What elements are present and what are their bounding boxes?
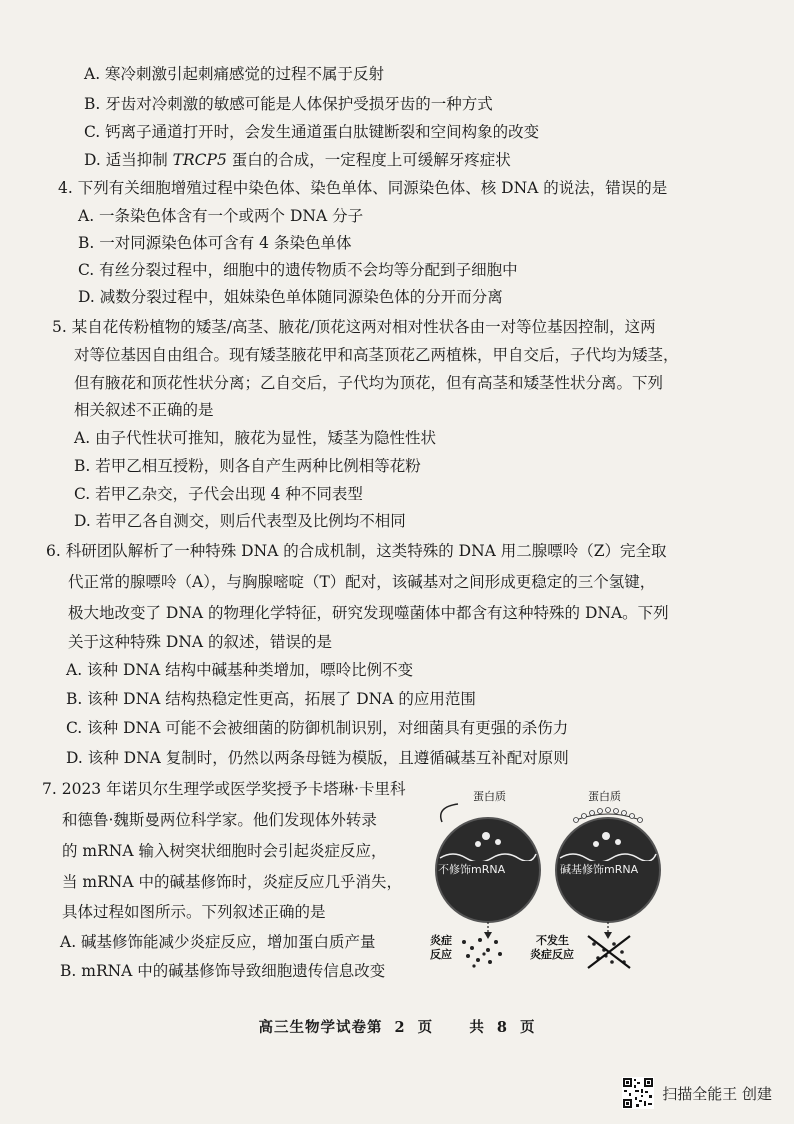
left-inflammation-label: 炎症 (430, 934, 452, 947)
q7-option-b: B. mRNA 中的碱基修饰导致细胞遗传信息改变 (60, 962, 386, 980)
right-protein-label: 蛋白质 (588, 790, 621, 803)
q3-gene-name: TRCP5 (172, 151, 227, 169)
left-protein-label: 蛋白质 (473, 790, 506, 803)
q3-option-d (84, 150, 511, 170)
q5-stem-line: 5. 某自花传粉植物的矮茎/高茎、腋花/顶花这两对相对性状各由一对等位基因控制，这两 (52, 318, 656, 336)
scanner-watermark (622, 1076, 772, 1110)
scanner-label: 扫描全能王 创建 (662, 1084, 772, 1103)
q6-option-d: D. 该种 DNA 复制时，仍然以两条母链为模版，且遵循碱基互补配对原则 (66, 749, 569, 767)
q7-stem-line: 具体过程如图所示。下列叙述正确的是 (62, 903, 326, 921)
q6-stem-line: 6. 科研团队解析了一种特殊 DNA 的合成机制，这类特殊的 DNA 用二腺嘌呤（Z）完全取 (46, 542, 667, 560)
right-no-inflammation-label: 不发生 (536, 934, 569, 947)
q5-stem-line: 但有腋花和顶花性状分离；乙自交后，子代均为顶花，但有高茎和矮茎性状分离。下列 (74, 374, 664, 392)
q5-option-d: D. 若甲乙各自测交，则后代表型及比例均不相同 (74, 512, 406, 530)
q7-stem-line: 和德鲁·魏斯曼两位科学家。他们发现体外转录 (62, 811, 377, 829)
footer-page-number: 2 (394, 1019, 406, 1036)
cytokine-dots (462, 938, 502, 968)
right-mrna-label: 碱基修饰mRNA (560, 863, 639, 876)
q3-option-c: C. 钙离子通道打开时，会发生通道蛋白肽键断裂和空间构象的改变 (84, 123, 540, 141)
q4-option-b: B. 一对同源染色体可含有 4 条染色单体 (78, 234, 352, 252)
q5-stem-line: 相关叙述不正确的是 (74, 401, 214, 419)
footer-total-pages: 8 (496, 1019, 508, 1036)
qr-code-icon (622, 1077, 654, 1109)
q5-option-b: B. 若甲乙相互授粉，则各自产生两种比例相等花粉 (74, 457, 421, 475)
footer-total-prefix: 共 (469, 1019, 485, 1036)
q4-stem: 4. 下列有关细胞增殖过程中染色体、染色单体、同源染色体、核 DNA 的说法，错误的是 (58, 179, 668, 197)
left-ribosome-dot (482, 832, 490, 840)
q3-option-b: B. 牙齿对冷刺激的敏感可能是人体保护受损牙齿的一种方式 (84, 95, 493, 113)
q6-option-c: C. 该种 DNA 可能不会被细菌的防御机制识别，对细菌具有更强的杀伤力 (66, 719, 569, 737)
q6-stem-line: 代正常的腺嘌呤（A），与胸腺嘧啶（T）配对，该碱基对之间形成更稳定的三个氢键， (68, 573, 656, 591)
q6-stem-line: 极大地改变了 DNA 的物理化学特征，研究发现噬菌体中都含有这种特殊的 DNA。下列 (68, 604, 669, 622)
q5-option-c: C. 若甲乙杂交，子代会出现 4 种不同表型 (74, 485, 363, 503)
q5-stem-line: 对等位基因自由组合。现有矮茎腋花甲和高茎顶花乙两植株，甲自交后，子代均为矮茎， (74, 346, 679, 364)
q4-option-a: A. 一条染色体含有一个或两个 DNA 分子 (78, 207, 364, 225)
footer-title: 高三生物学试卷第 (258, 1019, 383, 1036)
left-inflammation-label-2: 反应 (430, 948, 452, 961)
q7-stem-line: 7. 2023 年诺贝尔生理学或医学奖授予卡塔琳·卡里科 (42, 780, 406, 798)
q3-option-a: A. 寒冷刺激引起刺痛感觉的过程不属于反射 (84, 65, 385, 83)
q7-stem-line: 当 mRNA 中的碱基修饰时，炎症反应几乎消失， (62, 873, 402, 891)
right-no-inflammation-label-2: 炎症反应 (530, 948, 574, 961)
q6-stem-line: 关于这种特殊 DNA 的叙述，错误的是 (68, 633, 333, 651)
mrna-inflammation-figure (418, 782, 668, 972)
left-arrow (441, 804, 458, 822)
q5-option-a: A. 由子代性状可推知，腋花为显性，矮茎为隐性性状 (74, 429, 437, 447)
q6-option-a: A. 该种 DNA 结构中碱基种类增加，嘌呤比例不变 (66, 661, 414, 679)
q6-option-b: B. 该种 DNA 结构热稳定性更高，拓展了 DNA 的应用范围 (66, 690, 476, 708)
q3-option-d-suffix: 蛋白的合成，一定程度上可缓解牙疼症状 (226, 151, 511, 169)
footer-page-unit: 页 (417, 1019, 434, 1036)
q3-option-d-prefix: D. 适当抑制 (84, 151, 173, 169)
page-footer (0, 1016, 794, 1037)
left-mrna-label: 不修饰mRNA (438, 863, 506, 876)
q4-option-c: C. 有丝分裂过程中，细胞中的遗传物质不会均等分配到子细胞中 (78, 261, 518, 279)
footer-total-unit: 页 (519, 1019, 536, 1036)
q7-option-a: A. 碱基修饰能减少炎症反应，增加蛋白质产量 (60, 933, 376, 951)
q4-option-d: D. 减数分裂过程中，姐妹染色单体随同源染色体的分开而分离 (78, 288, 503, 306)
q7-stem-line: 的 mRNA 输入树突状细胞时会引起炎症反应， (62, 842, 387, 860)
